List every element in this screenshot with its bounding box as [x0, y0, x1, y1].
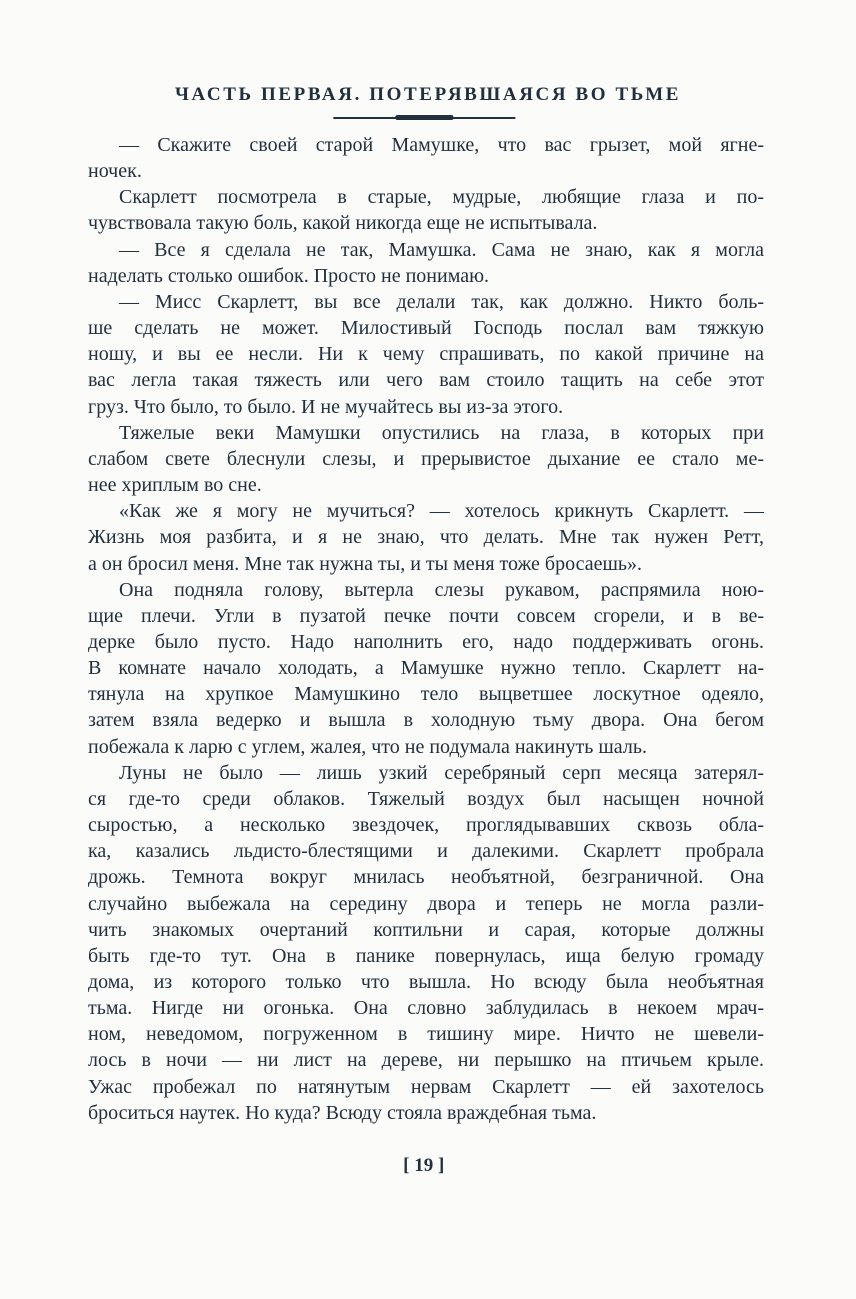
page-folio: [ 19 ] — [403, 1155, 445, 1176]
text-line: чить знакомых очертаний коптильни и сарая, которые должны — [88, 918, 764, 941]
paragraph — [88, 498, 764, 576]
paragraph — [88, 420, 764, 498]
text-line: груз. Что было, то было. И не мучайтесь вы из-за этого. — [88, 395, 564, 418]
text-line: слабом свете блеснули слезы, и прерывистое дыхание ее стало ме- — [88, 447, 764, 470]
text-line: В комнате начало холодать, а Мамушке нужно тепло. Скарлетт на- — [88, 657, 764, 680]
running-head: ЧАСТЬ ПЕРВАЯ. ПОТЕРЯВШАЯСЯ ВО ТЬМЕ — [174, 84, 682, 105]
text-line: дерке было пусто. Надо наполнить его, надо поддерживать огонь. — [88, 630, 764, 653]
text-line: дома, из которого только что вышла. Но всюду была необъятная — [88, 971, 764, 993]
text-line: Ужас пробежал по натянутым нервам Скарлетт — ей захотелось — [88, 1075, 764, 1098]
text-line: броситься наутек. Но куда? Всюду стояла враждебная тьма. — [88, 1101, 597, 1124]
body-text — [88, 132, 764, 1126]
text-line: ка, казались льдисто-блестящими и далекими. Скарлетт пробрала — [88, 840, 764, 863]
paragraph — [88, 760, 764, 1126]
text-line: побежала к ларю с углем, жалея, что не подумала накинуть шаль. — [88, 735, 647, 758]
text-line: — Все я сделала не так, Мамушка. Сама не знаю, как я могла — [119, 238, 764, 261]
text-line: Жизнь моя разбита, и я не знаю, что делать. Мне так нужен Ретт, — [88, 526, 764, 549]
text-line: Тяжелые веки Мамушки опустились на глаза, в которых при — [119, 421, 764, 444]
text-line: Она подняла голову, вытерла слезы рукавом, распрямила ною- — [119, 578, 764, 601]
text-line: затем взяла ведерко и вышла в холодную тьму двора. Она бегом — [88, 709, 764, 732]
text-line: — Мисс Скарлетт, вы все делали так, как должно. Никто боль- — [119, 290, 764, 313]
text-line: нее хриплым во сне. — [88, 474, 262, 497]
text-line: быть где-то тут. Она в панике повернулась, ища белую громаду — [88, 944, 764, 967]
text-line: ся где-то среди облаков. Тяжелый воздух был насыщен ночной — [88, 787, 764, 810]
text-line: «Как же я могу не мучиться? — хотелось крикнуть Скарлетт. — — [119, 500, 764, 523]
text-line: наделать столько ошибок. Просто не понимаю. — [88, 264, 490, 287]
text-line: ночек. — [88, 160, 142, 183]
text-line: лось в ночи — ни лист на дереве, ни перышко на птичьем крыле. — [88, 1049, 764, 1072]
text-line: сыростью, а несколько звездочек, проглядывавших сквозь обла- — [88, 814, 764, 837]
text-line: а он бросил меня. Мне так нужна ты, и ты меня тоже бросаешь». — [88, 552, 643, 575]
text-line: дрожь. Темнота вокруг мнилась необъятной, безграничной. Она — [88, 866, 764, 889]
text-line: тянула на хрупкое Мамушкино тело выцветшее лоскутное одеяло, — [88, 683, 764, 706]
text-line: тьма. Нигде ни огонька. Она словно заблудилась в некоем мрач- — [88, 997, 764, 1020]
text-line: вас легла такая тяжесть или чего вам стоило тащить на себе этот — [88, 369, 764, 392]
paragraph — [88, 237, 764, 289]
text-line: случайно выбежала на середину двора и теперь не могла разли- — [88, 892, 764, 915]
text-line: ном, неведомом, погруженном в тишину мире. Ничто не шевели- — [88, 1023, 764, 1046]
paragraph — [88, 289, 764, 420]
text-line: ношу, и вы ее несли. Ни к чему спрашивать, по какой причине на — [88, 343, 764, 366]
text-line: Скарлетт посмотрела в старые, мудрые, любящие глаза и по- — [119, 186, 764, 209]
text-line: чувствовала такую боль, какой никогда еще не испытывала. — [88, 212, 598, 235]
text-line: ше сделать не может. Милостивый Господь послал вам тяжкую — [88, 317, 764, 340]
section-divider-ornament — [333, 114, 515, 121]
text-line: — Скажите своей старой Мамушке, что вас грызет, мой ягне- — [119, 134, 764, 156]
text-line: Луны не было — лишь узкий серебряный серп месяца затерял- — [119, 761, 764, 784]
paragraph — [88, 577, 764, 760]
text-line: щие плечи. Угли в пузатой печке почти совсем сгорели, и в ве- — [88, 604, 764, 627]
paragraph — [88, 184, 764, 236]
paragraph — [88, 132, 764, 184]
